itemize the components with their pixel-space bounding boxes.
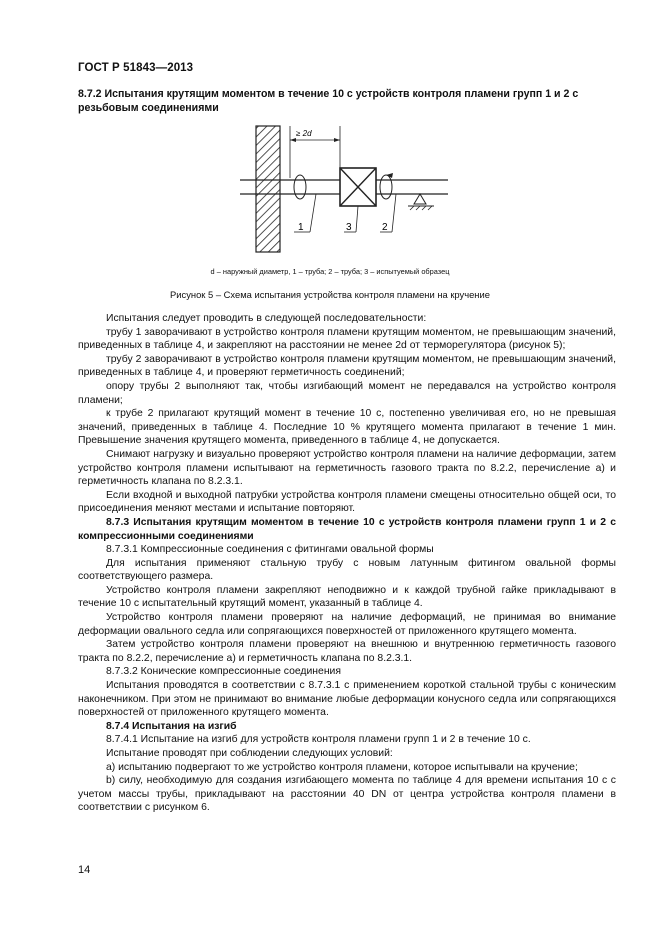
subsection-title-8-7-3-2: 8.7.3.2 Конические компрессионные соединения (106, 666, 341, 678)
fixed-wall (256, 126, 280, 252)
torque-ellipse-1 (294, 175, 306, 199)
paragraph: Затем устройство контроля пламени проверяют на внешнюю и внутреннюю герметичность газового тракта по 8.2.2, перечисление а) и герметичность клапана по 8.2.3.1. (78, 639, 616, 664)
torque-ellipse-2 (380, 175, 392, 199)
list-item-b: b) силу, необходимую для создания изгибающего момента по таблице 4 для времени испытания 10 с с учетом массы трубы, прикладывают на расстоянии 40 DN от центра устройства контроля пламени в соответствии с рисунком 6. (78, 775, 616, 814)
paragraph: опору трубы 2 выполняют так, чтобы изгибающий момент не передавался на устройство контроля пламени; (78, 380, 616, 406)
body-text (78, 312, 616, 815)
section-title-8-7-2 (78, 88, 616, 115)
paragraph: трубу 1 заворачивают в устройство контроля пламени крутящим моментом, не превышающим значений, приведенных в таблице 4, и закрепляют на расстоянии не менее 2d от терморегулятора (рисунок 5); (78, 326, 616, 352)
subsection-title-8-7-3-1: 8.7.3.1 Компрессионные соединения с фитингами овальной формы (106, 544, 434, 556)
paragraph: Испытание проводят при соблюдении следующих условий: (106, 748, 393, 759)
section-title-8-7-3: 8.7.3 Испытания крутящим моментом в течение 10 с устройств контроля пламени групп 1 и 2 с компрессионными соединениями (78, 516, 616, 542)
figure-legend: d – наружный диаметр, 1 – труба; 2 – труба; 3 – испытуемый образец (210, 267, 450, 276)
paragraph: Для испытания применяют стальную трубу с новым латунным фитингом овальной формы соответствующего размера. (78, 557, 616, 583)
section-title-text: 8.7.2 Испытания крутящим моментом в течение 10 с устройств контроля пламени групп 1 и 2 с резьбовым соединениями (78, 88, 579, 114)
dimension-label: ≥ 2d (296, 129, 312, 138)
callout-1: 1 (298, 222, 304, 233)
list-item-a: а) испытанию подвергают то же устройство контроля пламени, которое испытывали на кручение; (106, 761, 578, 773)
subsection-title-8-7-4-1: 8.7.4.1 Испытание на изгиб для устройств контроля пламени групп 1 и 2 в течение 10 с. (106, 734, 531, 746)
paragraph: Устройство контроля пламени проверяют на наличие деформаций, не принимая во внимание деформации овального седла или сопрягающихся поверхностей от приложенного крутящего момента. (78, 612, 616, 637)
figure-caption: Рисунок 5 – Схема испытания устройства контроля пламени на кручение (170, 289, 490, 300)
callout-3: 3 (346, 222, 352, 233)
support-triangle (414, 194, 426, 204)
document-header: ГОСТ Р 51843—2013 (78, 62, 194, 74)
paragraph: трубу 2 заворачивают в устройство контроля пламени крутящим моментом, не превышающим значений, приведенных в таблице 4, и проверяют герметичность соединений; (78, 353, 616, 379)
paragraph: Испытания следует проводить в следующей последовательности: (106, 313, 427, 324)
paragraph: Устройство контроля пламени закрепляют неподвижно и к каждой трубной гайке прикладывают в течение 10 с испытательный крутящий момент, указанный в таблице 4. (78, 584, 616, 610)
section-title-8-7-4: 8.7.4 Испытания на изгиб (106, 720, 237, 732)
figure-5-diagram (230, 120, 450, 260)
paragraph: Если входной и выходной патрубки устройства контроля пламени смещены относительно общей оси, то присоединения меняют местами и испытание повторяют. (78, 489, 616, 515)
page-number: 14 (78, 864, 91, 876)
torque-test-schematic (230, 120, 450, 260)
paragraph: Снимают нагрузку и визуально проверяют устройство контроля пламени на наличие деформации, затем устройство контроля пламени испытывают на герметичность газового тракта по 8.2.2, перечисление а) и герметичность клапана по 8.2.3.1. (78, 448, 616, 488)
callout-2: 2 (382, 222, 388, 233)
paragraph: Испытания проводятся в соответствии с 8.7.3.1 с применением короткой стальной трубы с коническим наконечником. При этом не принимают во внимание любые деформации конусного седла или сопрягающихся поверхностей от приложенного крутящего момента. (78, 680, 616, 719)
paragraph: к трубе 2 прилагают крутящий момент в течение 10 с, постепенно увеличивая его, но не превышая значений, приведенных в таблице 4. Последние 10 % крутящего момента прилагают в течение 1 мин. Превышение значения крутящего момента, приведенного в таблице 4, не допускается. (78, 408, 616, 447)
